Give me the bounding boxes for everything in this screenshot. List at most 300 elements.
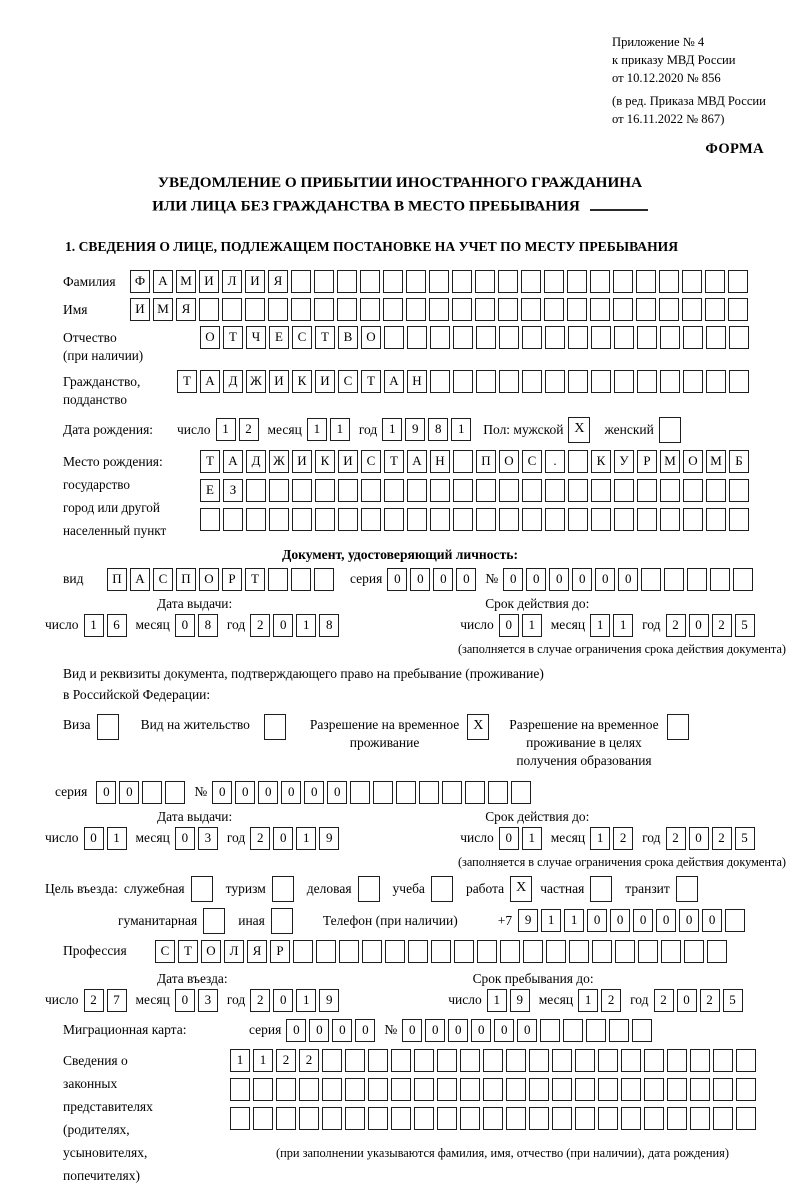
profession-char-box[interactable] — [638, 940, 658, 963]
given-name-char-box[interactable] — [521, 298, 541, 321]
representatives-char-box[interactable] — [345, 1078, 365, 1101]
identity-valid-year-box[interactable]: 2 — [712, 614, 732, 637]
surname-char-box[interactable]: М — [176, 270, 196, 293]
residence-valid-year-box[interactable]: 5 — [735, 827, 755, 850]
surname-char-box[interactable] — [705, 270, 725, 293]
given-name-char-box[interactable] — [682, 298, 702, 321]
purpose-study-checkbox[interactable] — [431, 876, 453, 902]
migration-card-number-box[interactable]: 0 — [471, 1019, 491, 1042]
representatives-char-box[interactable] — [506, 1049, 526, 1072]
residence-doc-number-box[interactable] — [419, 781, 439, 804]
birth-place-char-box[interactable] — [269, 508, 289, 531]
birth-place-char-box[interactable] — [637, 508, 657, 531]
identity-doc-number-box[interactable]: 0 — [618, 568, 638, 591]
representatives-char-box[interactable] — [506, 1107, 526, 1130]
profession-char-box[interactable] — [362, 940, 382, 963]
migration-card-number-box[interactable] — [586, 1019, 606, 1042]
migration-card-series-box[interactable]: 0 — [355, 1019, 375, 1042]
representatives-char-box[interactable] — [529, 1078, 549, 1101]
citizenship-char-box[interactable]: А — [200, 370, 220, 393]
citizenship-char-box[interactable] — [683, 370, 703, 393]
identity-doc-kind-char-box[interactable]: А — [130, 568, 150, 591]
given-name-char-box[interactable] — [728, 298, 748, 321]
birth-place-char-box[interactable] — [361, 508, 381, 531]
citizenship-char-box[interactable] — [430, 370, 450, 393]
birth-place-char-box[interactable] — [315, 508, 335, 531]
stay-day-box[interactable]: 9 — [510, 989, 530, 1012]
birth-month-box[interactable]: 1 — [330, 418, 350, 441]
identity-doc-number-box[interactable]: 0 — [503, 568, 523, 591]
given-name-char-box[interactable] — [544, 298, 564, 321]
given-name-char-box[interactable] — [705, 298, 725, 321]
surname-char-box[interactable] — [360, 270, 380, 293]
representatives-char-box[interactable] — [621, 1049, 641, 1072]
representatives-char-box[interactable] — [345, 1049, 365, 1072]
given-name-char-box[interactable]: Я — [176, 298, 196, 321]
given-name-char-box[interactable] — [199, 298, 219, 321]
birth-place-char-box[interactable] — [706, 508, 726, 531]
patronymic-char-box[interactable] — [637, 326, 657, 349]
profession-char-box[interactable]: Л — [224, 940, 244, 963]
residence-doc-series-box[interactable]: 0 — [119, 781, 139, 804]
surname-char-box[interactable] — [429, 270, 449, 293]
birth-place-char-box[interactable]: Т — [384, 450, 404, 473]
representatives-char-box[interactable] — [322, 1107, 342, 1130]
representatives-char-box[interactable]: 1 — [230, 1049, 250, 1072]
birth-place-char-box[interactable]: С — [522, 450, 542, 473]
birth-place-char-box[interactable]: К — [591, 450, 611, 473]
identity-doc-kind-char-box[interactable] — [268, 568, 288, 591]
representatives-char-box[interactable] — [299, 1107, 319, 1130]
patronymic-char-box[interactable]: С — [292, 326, 312, 349]
citizenship-char-box[interactable] — [591, 370, 611, 393]
representatives-char-box[interactable] — [690, 1107, 710, 1130]
birth-year-box[interactable]: 1 — [451, 418, 471, 441]
birth-place-char-box[interactable] — [729, 479, 749, 502]
surname-char-box[interactable]: И — [245, 270, 265, 293]
representatives-char-box[interactable] — [322, 1078, 342, 1101]
residence-doc-series-box[interactable] — [142, 781, 162, 804]
representatives-char-box[interactable] — [690, 1049, 710, 1072]
stay-year-box[interactable]: 0 — [677, 989, 697, 1012]
representatives-char-box[interactable] — [529, 1107, 549, 1130]
phone-digit-box[interactable]: 0 — [610, 909, 630, 932]
entry-year-box[interactable]: 0 — [273, 989, 293, 1012]
phone-digit-box[interactable]: 0 — [587, 909, 607, 932]
patronymic-char-box[interactable] — [660, 326, 680, 349]
identity-valid-year-box[interactable]: 2 — [666, 614, 686, 637]
birth-place-char-box[interactable] — [338, 479, 358, 502]
patronymic-char-box[interactable] — [568, 326, 588, 349]
migration-card-number-box[interactable]: 0 — [425, 1019, 445, 1042]
stay-month-box[interactable]: 1 — [578, 989, 598, 1012]
profession-char-box[interactable] — [523, 940, 543, 963]
entry-year-box[interactable]: 9 — [319, 989, 339, 1012]
birth-place-char-box[interactable]: Е — [200, 479, 220, 502]
surname-char-box[interactable]: И — [199, 270, 219, 293]
profession-char-box[interactable] — [592, 940, 612, 963]
birth-place-char-box[interactable] — [361, 479, 381, 502]
birth-month-box[interactable]: 1 — [307, 418, 327, 441]
migration-card-number-box[interactable]: 0 — [448, 1019, 468, 1042]
birth-place-char-box[interactable] — [200, 508, 220, 531]
birth-day-box[interactable]: 1 — [216, 418, 236, 441]
identity-issue-year-box[interactable]: 8 — [319, 614, 339, 637]
given-name-char-box[interactable] — [452, 298, 472, 321]
residence-valid-month-box[interactable]: 2 — [613, 827, 633, 850]
representatives-char-box[interactable]: 2 — [299, 1049, 319, 1072]
entry-day-box[interactable]: 2 — [84, 989, 104, 1012]
citizenship-char-box[interactable] — [545, 370, 565, 393]
representatives-char-box[interactable] — [368, 1049, 388, 1072]
identity-valid-year-box[interactable]: 0 — [689, 614, 709, 637]
profession-char-box[interactable] — [707, 940, 727, 963]
birth-place-char-box[interactable] — [338, 508, 358, 531]
identity-issue-month-box[interactable]: 0 — [175, 614, 195, 637]
residence-doc-number-box[interactable] — [373, 781, 393, 804]
identity-doc-kind-char-box[interactable]: П — [176, 568, 196, 591]
residence-doc-series-box[interactable] — [165, 781, 185, 804]
surname-char-box[interactable] — [498, 270, 518, 293]
given-name-char-box[interactable]: М — [153, 298, 173, 321]
birth-place-char-box[interactable]: К — [315, 450, 335, 473]
residence-issue-month-box[interactable]: 0 — [175, 827, 195, 850]
representatives-char-box[interactable] — [506, 1078, 526, 1101]
identity-issue-year-box[interactable]: 2 — [250, 614, 270, 637]
stay-year-box[interactable]: 2 — [700, 989, 720, 1012]
birth-place-char-box[interactable] — [223, 508, 243, 531]
representatives-char-box[interactable] — [644, 1078, 664, 1101]
purpose-humanitarian-checkbox[interactable] — [203, 908, 225, 934]
representatives-char-box[interactable] — [713, 1049, 733, 1072]
surname-char-box[interactable] — [590, 270, 610, 293]
birth-place-char-box[interactable] — [499, 479, 519, 502]
citizenship-char-box[interactable]: С — [338, 370, 358, 393]
citizenship-char-box[interactable] — [568, 370, 588, 393]
birth-place-char-box[interactable] — [292, 479, 312, 502]
profession-char-box[interactable] — [339, 940, 359, 963]
birth-place-char-box[interactable] — [522, 508, 542, 531]
representatives-char-box[interactable] — [460, 1107, 480, 1130]
gender-female-checkbox[interactable] — [659, 417, 681, 443]
birth-place-char-box[interactable]: Н — [430, 450, 450, 473]
birth-place-char-box[interactable] — [545, 508, 565, 531]
profession-char-box[interactable] — [569, 940, 589, 963]
purpose-transit-checkbox[interactable] — [676, 876, 698, 902]
representatives-char-box[interactable] — [230, 1078, 250, 1101]
citizenship-char-box[interactable] — [499, 370, 519, 393]
birth-place-char-box[interactable]: З — [223, 479, 243, 502]
given-name-char-box[interactable] — [567, 298, 587, 321]
given-name-char-box[interactable] — [406, 298, 426, 321]
profession-char-box[interactable] — [408, 940, 428, 963]
birth-place-char-box[interactable]: У — [614, 450, 634, 473]
profession-char-box[interactable] — [546, 940, 566, 963]
identity-valid-year-box[interactable]: 5 — [735, 614, 755, 637]
surname-char-box[interactable] — [544, 270, 564, 293]
identity-issue-day-box[interactable]: 1 — [84, 614, 104, 637]
given-name-char-box[interactable] — [245, 298, 265, 321]
purpose-tourism-checkbox[interactable] — [272, 876, 294, 902]
migration-card-number-box[interactable]: 0 — [517, 1019, 537, 1042]
citizenship-char-box[interactable] — [522, 370, 542, 393]
birth-year-box[interactable]: 1 — [382, 418, 402, 441]
patronymic-char-box[interactable]: Т — [223, 326, 243, 349]
temp-residence-checkbox[interactable]: X — [467, 714, 489, 740]
birth-place-char-box[interactable]: О — [683, 450, 703, 473]
birth-place-char-box[interactable] — [614, 508, 634, 531]
identity-issue-day-box[interactable]: 6 — [107, 614, 127, 637]
residence-doc-number-box[interactable] — [350, 781, 370, 804]
residence-doc-number-box[interactable]: 0 — [304, 781, 324, 804]
residence-valid-day-box[interactable]: 0 — [499, 827, 519, 850]
phone-digit-box[interactable] — [725, 909, 745, 932]
birth-place-char-box[interactable] — [476, 508, 496, 531]
profession-char-box[interactable] — [293, 940, 313, 963]
representatives-char-box[interactable] — [644, 1107, 664, 1130]
surname-char-box[interactable] — [659, 270, 679, 293]
patronymic-char-box[interactable]: О — [200, 326, 220, 349]
residence-valid-year-box[interactable]: 0 — [689, 827, 709, 850]
patronymic-char-box[interactable] — [591, 326, 611, 349]
migration-card-series-box[interactable]: 0 — [332, 1019, 352, 1042]
citizenship-char-box[interactable]: К — [292, 370, 312, 393]
representatives-char-box[interactable] — [322, 1049, 342, 1072]
birth-place-char-box[interactable]: П — [476, 450, 496, 473]
profession-char-box[interactable] — [385, 940, 405, 963]
birth-place-char-box[interactable] — [246, 508, 266, 531]
citizenship-char-box[interactable]: И — [269, 370, 289, 393]
birth-place-char-box[interactable]: И — [338, 450, 358, 473]
surname-char-box[interactable] — [613, 270, 633, 293]
residence-issue-month-box[interactable]: 3 — [198, 827, 218, 850]
patronymic-char-box[interactable]: Ч — [246, 326, 266, 349]
representatives-char-box[interactable] — [667, 1078, 687, 1101]
identity-doc-kind-char-box[interactable] — [314, 568, 334, 591]
birth-place-char-box[interactable] — [614, 479, 634, 502]
given-name-char-box[interactable] — [222, 298, 242, 321]
patronymic-char-box[interactable] — [476, 326, 496, 349]
entry-day-box[interactable]: 7 — [107, 989, 127, 1012]
citizenship-char-box[interactable]: Д — [223, 370, 243, 393]
representatives-char-box[interactable] — [598, 1049, 618, 1072]
representatives-char-box[interactable] — [368, 1107, 388, 1130]
patronymic-char-box[interactable] — [384, 326, 404, 349]
representatives-char-box[interactable] — [644, 1049, 664, 1072]
surname-char-box[interactable]: Я — [268, 270, 288, 293]
identity-doc-kind-char-box[interactable]: П — [107, 568, 127, 591]
citizenship-char-box[interactable]: Т — [361, 370, 381, 393]
representatives-char-box[interactable] — [276, 1078, 296, 1101]
migration-card-number-box[interactable] — [609, 1019, 629, 1042]
given-name-char-box[interactable] — [383, 298, 403, 321]
representatives-char-box[interactable] — [253, 1107, 273, 1130]
temp-residence-education-checkbox[interactable] — [667, 714, 689, 740]
representatives-char-box[interactable]: 2 — [276, 1049, 296, 1072]
phone-digit-box[interactable]: 1 — [564, 909, 584, 932]
birth-place-char-box[interactable] — [430, 479, 450, 502]
representatives-char-box[interactable] — [575, 1078, 595, 1101]
gender-male-checkbox[interactable]: X — [568, 417, 590, 443]
identity-doc-kind-char-box[interactable] — [291, 568, 311, 591]
profession-char-box[interactable] — [477, 940, 497, 963]
birth-place-char-box[interactable] — [269, 479, 289, 502]
residence-issue-day-box[interactable]: 0 — [84, 827, 104, 850]
birth-place-char-box[interactable] — [683, 508, 703, 531]
representatives-char-box[interactable] — [460, 1078, 480, 1101]
identity-doc-number-box[interactable] — [710, 568, 730, 591]
citizenship-char-box[interactable]: А — [384, 370, 404, 393]
given-name-char-box[interactable] — [337, 298, 357, 321]
residence-permit-checkbox[interactable] — [264, 714, 286, 740]
representatives-char-box[interactable] — [598, 1107, 618, 1130]
patronymic-char-box[interactable] — [430, 326, 450, 349]
surname-char-box[interactable] — [383, 270, 403, 293]
identity-doc-series-box[interactable]: 0 — [410, 568, 430, 591]
birth-place-char-box[interactable]: М — [660, 450, 680, 473]
identity-valid-month-box[interactable]: 1 — [613, 614, 633, 637]
patronymic-char-box[interactable]: В — [338, 326, 358, 349]
representatives-char-box[interactable] — [552, 1049, 572, 1072]
representatives-char-box[interactable] — [368, 1078, 388, 1101]
given-name-char-box[interactable]: И — [130, 298, 150, 321]
birth-place-char-box[interactable] — [568, 479, 588, 502]
representatives-char-box[interactable] — [736, 1049, 756, 1072]
residence-doc-number-box[interactable] — [511, 781, 531, 804]
given-name-char-box[interactable] — [360, 298, 380, 321]
residence-doc-number-box[interactable] — [396, 781, 416, 804]
identity-issue-year-box[interactable]: 1 — [296, 614, 316, 637]
birth-place-char-box[interactable] — [476, 479, 496, 502]
residence-doc-number-box[interactable]: 0 — [212, 781, 232, 804]
birth-place-char-box[interactable] — [591, 479, 611, 502]
citizenship-char-box[interactable] — [637, 370, 657, 393]
representatives-char-box[interactable] — [299, 1078, 319, 1101]
visa-checkbox[interactable] — [97, 714, 119, 740]
representatives-char-box[interactable] — [529, 1049, 549, 1072]
surname-char-box[interactable]: Л — [222, 270, 242, 293]
birth-place-char-box[interactable] — [522, 479, 542, 502]
birth-place-char-box[interactable]: Т — [200, 450, 220, 473]
birth-place-char-box[interactable] — [660, 508, 680, 531]
patronymic-char-box[interactable] — [706, 326, 726, 349]
phone-digit-box[interactable]: 0 — [702, 909, 722, 932]
citizenship-char-box[interactable] — [706, 370, 726, 393]
identity-valid-day-box[interactable]: 0 — [499, 614, 519, 637]
stay-year-box[interactable]: 5 — [723, 989, 743, 1012]
representatives-char-box[interactable] — [575, 1107, 595, 1130]
phone-digit-box[interactable]: 9 — [518, 909, 538, 932]
identity-doc-series-box[interactable]: 0 — [456, 568, 476, 591]
representatives-char-box[interactable] — [276, 1107, 296, 1130]
purpose-business-checkbox[interactable] — [358, 876, 380, 902]
citizenship-char-box[interactable]: Н — [407, 370, 427, 393]
surname-char-box[interactable] — [406, 270, 426, 293]
entry-month-box[interactable]: 0 — [175, 989, 195, 1012]
citizenship-char-box[interactable] — [453, 370, 473, 393]
stay-month-box[interactable]: 2 — [601, 989, 621, 1012]
birth-year-box[interactable]: 9 — [405, 418, 425, 441]
citizenship-char-box[interactable] — [729, 370, 749, 393]
birth-place-char-box[interactable] — [660, 479, 680, 502]
given-name-char-box[interactable] — [613, 298, 633, 321]
identity-doc-kind-char-box[interactable]: Т — [245, 568, 265, 591]
given-name-char-box[interactable] — [659, 298, 679, 321]
birth-place-char-box[interactable]: С — [361, 450, 381, 473]
representatives-char-box[interactable] — [667, 1049, 687, 1072]
profession-char-box[interactable] — [615, 940, 635, 963]
patronymic-char-box[interactable] — [683, 326, 703, 349]
representatives-char-box[interactable] — [736, 1107, 756, 1130]
given-name-char-box[interactable] — [636, 298, 656, 321]
birth-place-char-box[interactable] — [683, 479, 703, 502]
birth-place-char-box[interactable] — [499, 508, 519, 531]
birth-place-char-box[interactable] — [430, 508, 450, 531]
birth-place-char-box[interactable] — [315, 479, 335, 502]
birth-place-char-box[interactable]: Б — [729, 450, 749, 473]
identity-doc-kind-char-box[interactable]: С — [153, 568, 173, 591]
migration-card-number-box[interactable] — [540, 1019, 560, 1042]
given-name-char-box[interactable] — [475, 298, 495, 321]
surname-char-box[interactable] — [728, 270, 748, 293]
representatives-char-box[interactable] — [483, 1107, 503, 1130]
representatives-char-box[interactable] — [713, 1107, 733, 1130]
residence-doc-number-box[interactable] — [465, 781, 485, 804]
phone-digit-box[interactable]: 0 — [656, 909, 676, 932]
representatives-char-box[interactable] — [414, 1107, 434, 1130]
birth-place-char-box[interactable] — [637, 479, 657, 502]
representatives-char-box[interactable] — [414, 1078, 434, 1101]
birth-year-box[interactable]: 8 — [428, 418, 448, 441]
identity-valid-month-box[interactable]: 1 — [590, 614, 610, 637]
birth-place-char-box[interactable] — [706, 479, 726, 502]
profession-char-box[interactable]: Я — [247, 940, 267, 963]
given-name-char-box[interactable] — [590, 298, 610, 321]
birth-place-char-box[interactable] — [568, 450, 588, 473]
representatives-char-box[interactable] — [621, 1078, 641, 1101]
representatives-char-box[interactable] — [391, 1049, 411, 1072]
identity-doc-number-box[interactable] — [733, 568, 753, 591]
birth-place-char-box[interactable]: . — [545, 450, 565, 473]
residence-valid-day-box[interactable]: 1 — [522, 827, 542, 850]
representatives-char-box[interactable] — [690, 1078, 710, 1101]
representatives-char-box[interactable] — [391, 1107, 411, 1130]
identity-doc-kind-char-box[interactable]: Р — [222, 568, 242, 591]
representatives-char-box[interactable] — [667, 1107, 687, 1130]
identity-issue-year-box[interactable]: 0 — [273, 614, 293, 637]
birth-day-box[interactable]: 2 — [239, 418, 259, 441]
purpose-other-checkbox[interactable] — [271, 908, 293, 934]
surname-char-box[interactable]: Ф — [130, 270, 150, 293]
surname-char-box[interactable]: А — [153, 270, 173, 293]
birth-place-char-box[interactable] — [407, 479, 427, 502]
representatives-char-box[interactable] — [437, 1078, 457, 1101]
profession-char-box[interactable] — [684, 940, 704, 963]
residence-valid-month-box[interactable]: 1 — [590, 827, 610, 850]
citizenship-char-box[interactable]: И — [315, 370, 335, 393]
representatives-char-box[interactable] — [483, 1049, 503, 1072]
representatives-char-box[interactable] — [345, 1107, 365, 1130]
representatives-char-box[interactable] — [414, 1049, 434, 1072]
residence-doc-series-box[interactable]: 0 — [96, 781, 116, 804]
representatives-char-box[interactable] — [552, 1078, 572, 1101]
identity-doc-series-box[interactable]: 0 — [387, 568, 407, 591]
birth-place-char-box[interactable]: Ж — [269, 450, 289, 473]
birth-place-char-box[interactable] — [453, 508, 473, 531]
representatives-char-box[interactable] — [598, 1078, 618, 1101]
representatives-char-box[interactable] — [460, 1049, 480, 1072]
citizenship-char-box[interactable]: Т — [177, 370, 197, 393]
